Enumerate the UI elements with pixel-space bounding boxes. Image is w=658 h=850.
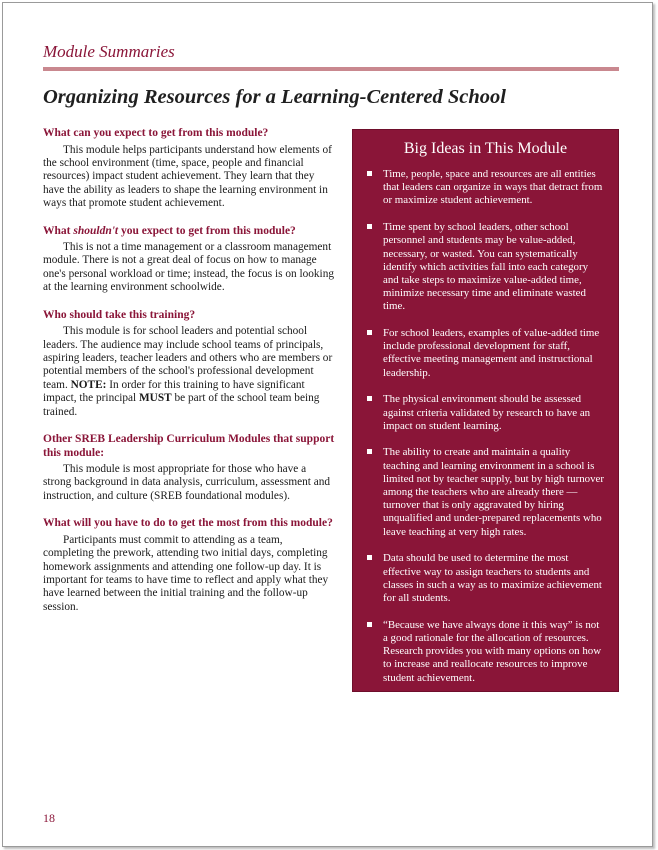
section-other-modules	[43, 433, 335, 503]
square-bullet-icon	[367, 622, 372, 627]
section-what-to-do	[43, 517, 335, 614]
section-body: This module is most appropriate for those who have a strong background in data analysis, curriculum, assessment and instruction, and culture (SREB foundational modules).	[43, 463, 331, 502]
heading-text: you expect to get from this module?	[118, 224, 296, 237]
note-label: NOTE:	[70, 378, 107, 391]
list-item-text: Time spent by school leaders, other school personnel and students may be value-added, necessary, or wasted. You can systematically identify which activities fall into each category and take steps to maximize value-added time, minimize necessary time and eliminate wasted time.	[383, 221, 589, 313]
section-heading	[43, 225, 335, 239]
list-item	[367, 168, 606, 208]
list-item	[367, 327, 606, 380]
heading-emphasis: shouldn't	[73, 224, 119, 237]
big-ideas-list	[353, 168, 618, 685]
list-item-text: For school leaders, examples of value-added time include professional development for staff, effective meeting management and instructional leadership.	[383, 327, 600, 379]
sidebar-title: Big Ideas in This Module	[403, 140, 568, 157]
square-bullet-icon	[367, 330, 372, 335]
list-item-text: The physical environment should be assessed against criteria validated by research to have an impact on student learning.	[383, 393, 591, 432]
list-item	[367, 619, 606, 685]
section-body: This is not a time management or a classroom management module. There is not a great deal of focus on how to manage one's personal workload or time; instead, the focus is on looking at the learning environment schoolwide.	[43, 241, 334, 294]
body-text: This module is for school leaders and potential school leaders. The audience may include school teams of principals, aspiring leaders, teacher leaders and others who are members or potential members of the school's professional development team.	[43, 325, 333, 391]
section-who	[43, 309, 335, 419]
section-heading: What can you expect to get from this module?	[43, 127, 269, 139]
list-item-text: Data should be used to determine the most effective way to assign teachers to students and classes in such a way as to maximize achievement for all students.	[383, 552, 602, 604]
header-rule	[43, 67, 619, 71]
must-emphasis: MUST	[139, 392, 172, 405]
section-heading: Who should take this training?	[43, 308, 196, 321]
square-bullet-icon	[367, 396, 372, 401]
list-item	[367, 393, 606, 433]
page-number: 18	[43, 811, 55, 825]
running-header: Module Summaries	[43, 42, 175, 61]
document-page	[2, 2, 653, 847]
section-expect	[43, 127, 335, 211]
square-bullet-icon	[367, 224, 372, 229]
section-body: Participants must commit to attending as a team, completing the prework, attending two initial days, completing homework assignments and attending one follow-up day. It is important for teams to have time to reflect and apply what they have learned between the initial training and the follow-up session.	[43, 533, 329, 613]
list-item-text: The ability to create and maintain a quality teaching and learning environment in a school is limited not by teacher supply, but by high turnover among the teachers who are already there — turnover that is only aggravated by hiring unqualified and under-prepared replacements who leave teaching at very high rates.	[383, 446, 604, 538]
section-body	[43, 325, 335, 419]
body-text: In order for this training to have significant impact, the principal	[43, 378, 305, 405]
list-item	[367, 552, 606, 605]
section-body: This module helps participants understand how elements of the school environment (time, space, people and financial resources) impact student achievement. They learn that they have the ability as leaders to shape the learning environment in ways that promote student achievement.	[43, 143, 332, 210]
list-item	[367, 221, 606, 313]
section-heading: Other SREB Leadership Curriculum Modules that support this module:	[43, 433, 335, 459]
square-bullet-icon	[367, 449, 372, 454]
section-not-expect	[43, 225, 335, 295]
list-item-text: “Because we have always done it this way” is not a good rationale for the allocation of resources. Research provides you with many options on how to increase and reallocate resources to improve student achievement.	[383, 618, 602, 684]
square-bullet-icon	[367, 171, 372, 176]
heading-text: What	[43, 224, 74, 237]
square-bullet-icon	[367, 555, 372, 560]
section-heading: What will you have to do to get the most from this module?	[43, 517, 333, 530]
page-title: Organizing Resources for a Learning-Centered School	[43, 86, 507, 108]
list-item	[367, 446, 606, 538]
summary-column	[43, 127, 335, 628]
list-item-text: Time, people, space and resources are all entities that leaders can organize in ways that detract from or maximize student achievement.	[383, 168, 603, 207]
big-ideas-sidebar	[352, 129, 619, 692]
body-text: be part of the school team being trained.	[43, 392, 320, 418]
